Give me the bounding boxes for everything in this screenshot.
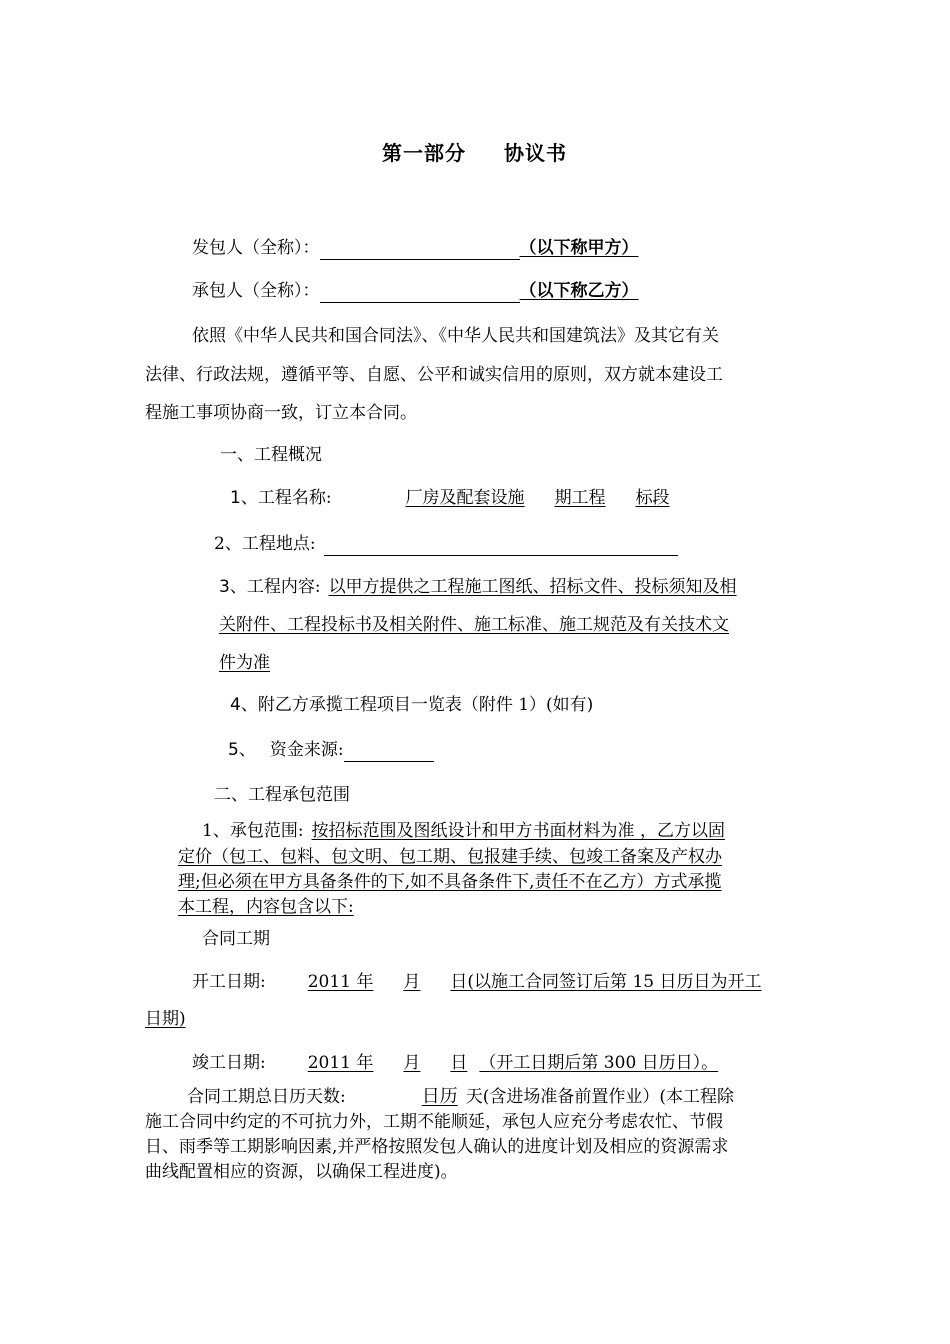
- funding-blank[interactable]: [344, 741, 434, 762]
- total-days-rest: 天(含进场准备前置作业）(本工程除: [465, 1087, 734, 1107]
- end-date-label: 竣工日期:: [192, 1053, 266, 1073]
- total-days-line-4: 曲线配置相应的资源，以确保工程进度)。: [145, 1162, 458, 1182]
- project-content-text-1: 以甲方提供之工程施工图纸、招标文件、投标须知及相: [328, 577, 737, 597]
- total-days-line-2: 施工合同中约定的不可抗力外，工期不能顺延，承包人应充分考虑农忙、节假: [145, 1112, 723, 1132]
- project-name-label: 、工程名称:: [240, 488, 332, 508]
- item4-line: [230, 693, 593, 717]
- contractor-suffix: （以下称乙方）: [519, 281, 639, 301]
- intro-line-3: 程施工事项协商一致，订立本合同。: [145, 403, 417, 423]
- funding-num: 5、: [228, 740, 256, 760]
- page-title: [382, 141, 567, 165]
- project-name-num: 1: [230, 488, 241, 508]
- item4-text: 、附乙方承揽工程项目一览表（附件 1）(如有): [240, 695, 594, 715]
- project-name-part3: 标段: [635, 488, 670, 508]
- project-content-line-1: [219, 575, 737, 599]
- start-date-value[interactable]: [278, 972, 762, 992]
- scope-line-1: [202, 819, 725, 843]
- scope-label: 1、承包范围:: [202, 821, 304, 841]
- start-date-label: 开工日期:: [192, 972, 266, 992]
- employer-label: 发包人（全称）：: [192, 238, 320, 258]
- start-note: (以施工合同签订后第 15 日历日为开工: [467, 972, 762, 992]
- start-month: 月: [403, 972, 421, 992]
- start-note-cont: 日期): [145, 1009, 186, 1029]
- title-name: 协议书: [504, 141, 567, 165]
- end-date-value[interactable]: [278, 1053, 718, 1073]
- intro-line-1: 依照《中华人民共和国合同法》、《中华人民共和国建筑法》及其它有关: [192, 326, 719, 346]
- scope-line-2: 定价（包工、包料、包文明、包工期、包报建手续、包竣工备案及产权办: [178, 847, 722, 867]
- contractor-label: 承包人（全称）：: [192, 281, 320, 301]
- scope-line-3: 理;但必须在甲方具备条件的下,如不具备条件下,责任不在乙方）方式承揽: [178, 872, 722, 892]
- section2-heading: 二、工程承包范围: [214, 785, 350, 805]
- funding-line: [228, 738, 434, 762]
- period-heading: 合同工期: [202, 929, 270, 949]
- contractor-name-blank[interactable]: [320, 282, 520, 303]
- start-year: 2011 年: [307, 972, 374, 992]
- end-date-line: [192, 1051, 718, 1075]
- contractor-line: [192, 279, 639, 303]
- employer-line: [192, 236, 639, 260]
- item4-num: 4: [230, 695, 241, 715]
- start-date-line: [192, 970, 761, 994]
- start-day: 日: [450, 972, 468, 992]
- scope-text-1: 按招标范围及图纸设计和甲方书面材料为准 ，乙方以固: [311, 821, 725, 841]
- total-days-line-3: 日、雨季等工期影响因素,并严格按照发包人确认的进度计划及相应的资源需求: [145, 1137, 729, 1157]
- project-site-label: 2、工程地点:: [214, 534, 316, 554]
- employer-suffix: （以下称甲方）: [519, 238, 639, 258]
- end-year: 2011 年: [307, 1053, 374, 1073]
- project-name-part1: 厂房及配套设施: [405, 488, 525, 508]
- project-name-part2: 期工程: [554, 488, 606, 508]
- employer-name-blank[interactable]: [320, 239, 520, 260]
- funding-label: 资金来源:: [269, 740, 344, 760]
- project-name-line: [230, 486, 680, 510]
- project-site-line: [214, 532, 678, 556]
- total-days-label: 合同工期总日历天数:: [187, 1087, 346, 1107]
- end-day: 日: [450, 1053, 468, 1073]
- project-content-num: 3: [219, 577, 230, 597]
- project-content-label: 、工程内容:: [229, 577, 321, 597]
- end-note: （开工日期后第 300 日历日）。: [479, 1053, 719, 1073]
- project-name-value[interactable]: [342, 488, 680, 508]
- section1-heading: 一、工程概况: [220, 445, 322, 465]
- intro-line-2: 法律、行政法规，遵循平等、自愿、公平和诚实信用的原则，双方就本建设工: [145, 365, 723, 385]
- title-part: 第一部分: [382, 141, 466, 165]
- project-site-blank[interactable]: [324, 535, 678, 556]
- project-content-line-2: 关附件、工程投标书及相关附件、施工标准、施工规范及有关技术文: [219, 615, 729, 635]
- scope-line-4: 本工程，内容包含以下:: [178, 897, 354, 917]
- project-content-line-3: 件为准: [219, 653, 270, 673]
- total-days-line: [187, 1085, 734, 1109]
- end-month: 月: [403, 1053, 421, 1073]
- total-days-value[interactable]: [352, 1087, 466, 1107]
- total-days-unit: 日历: [421, 1086, 458, 1107]
